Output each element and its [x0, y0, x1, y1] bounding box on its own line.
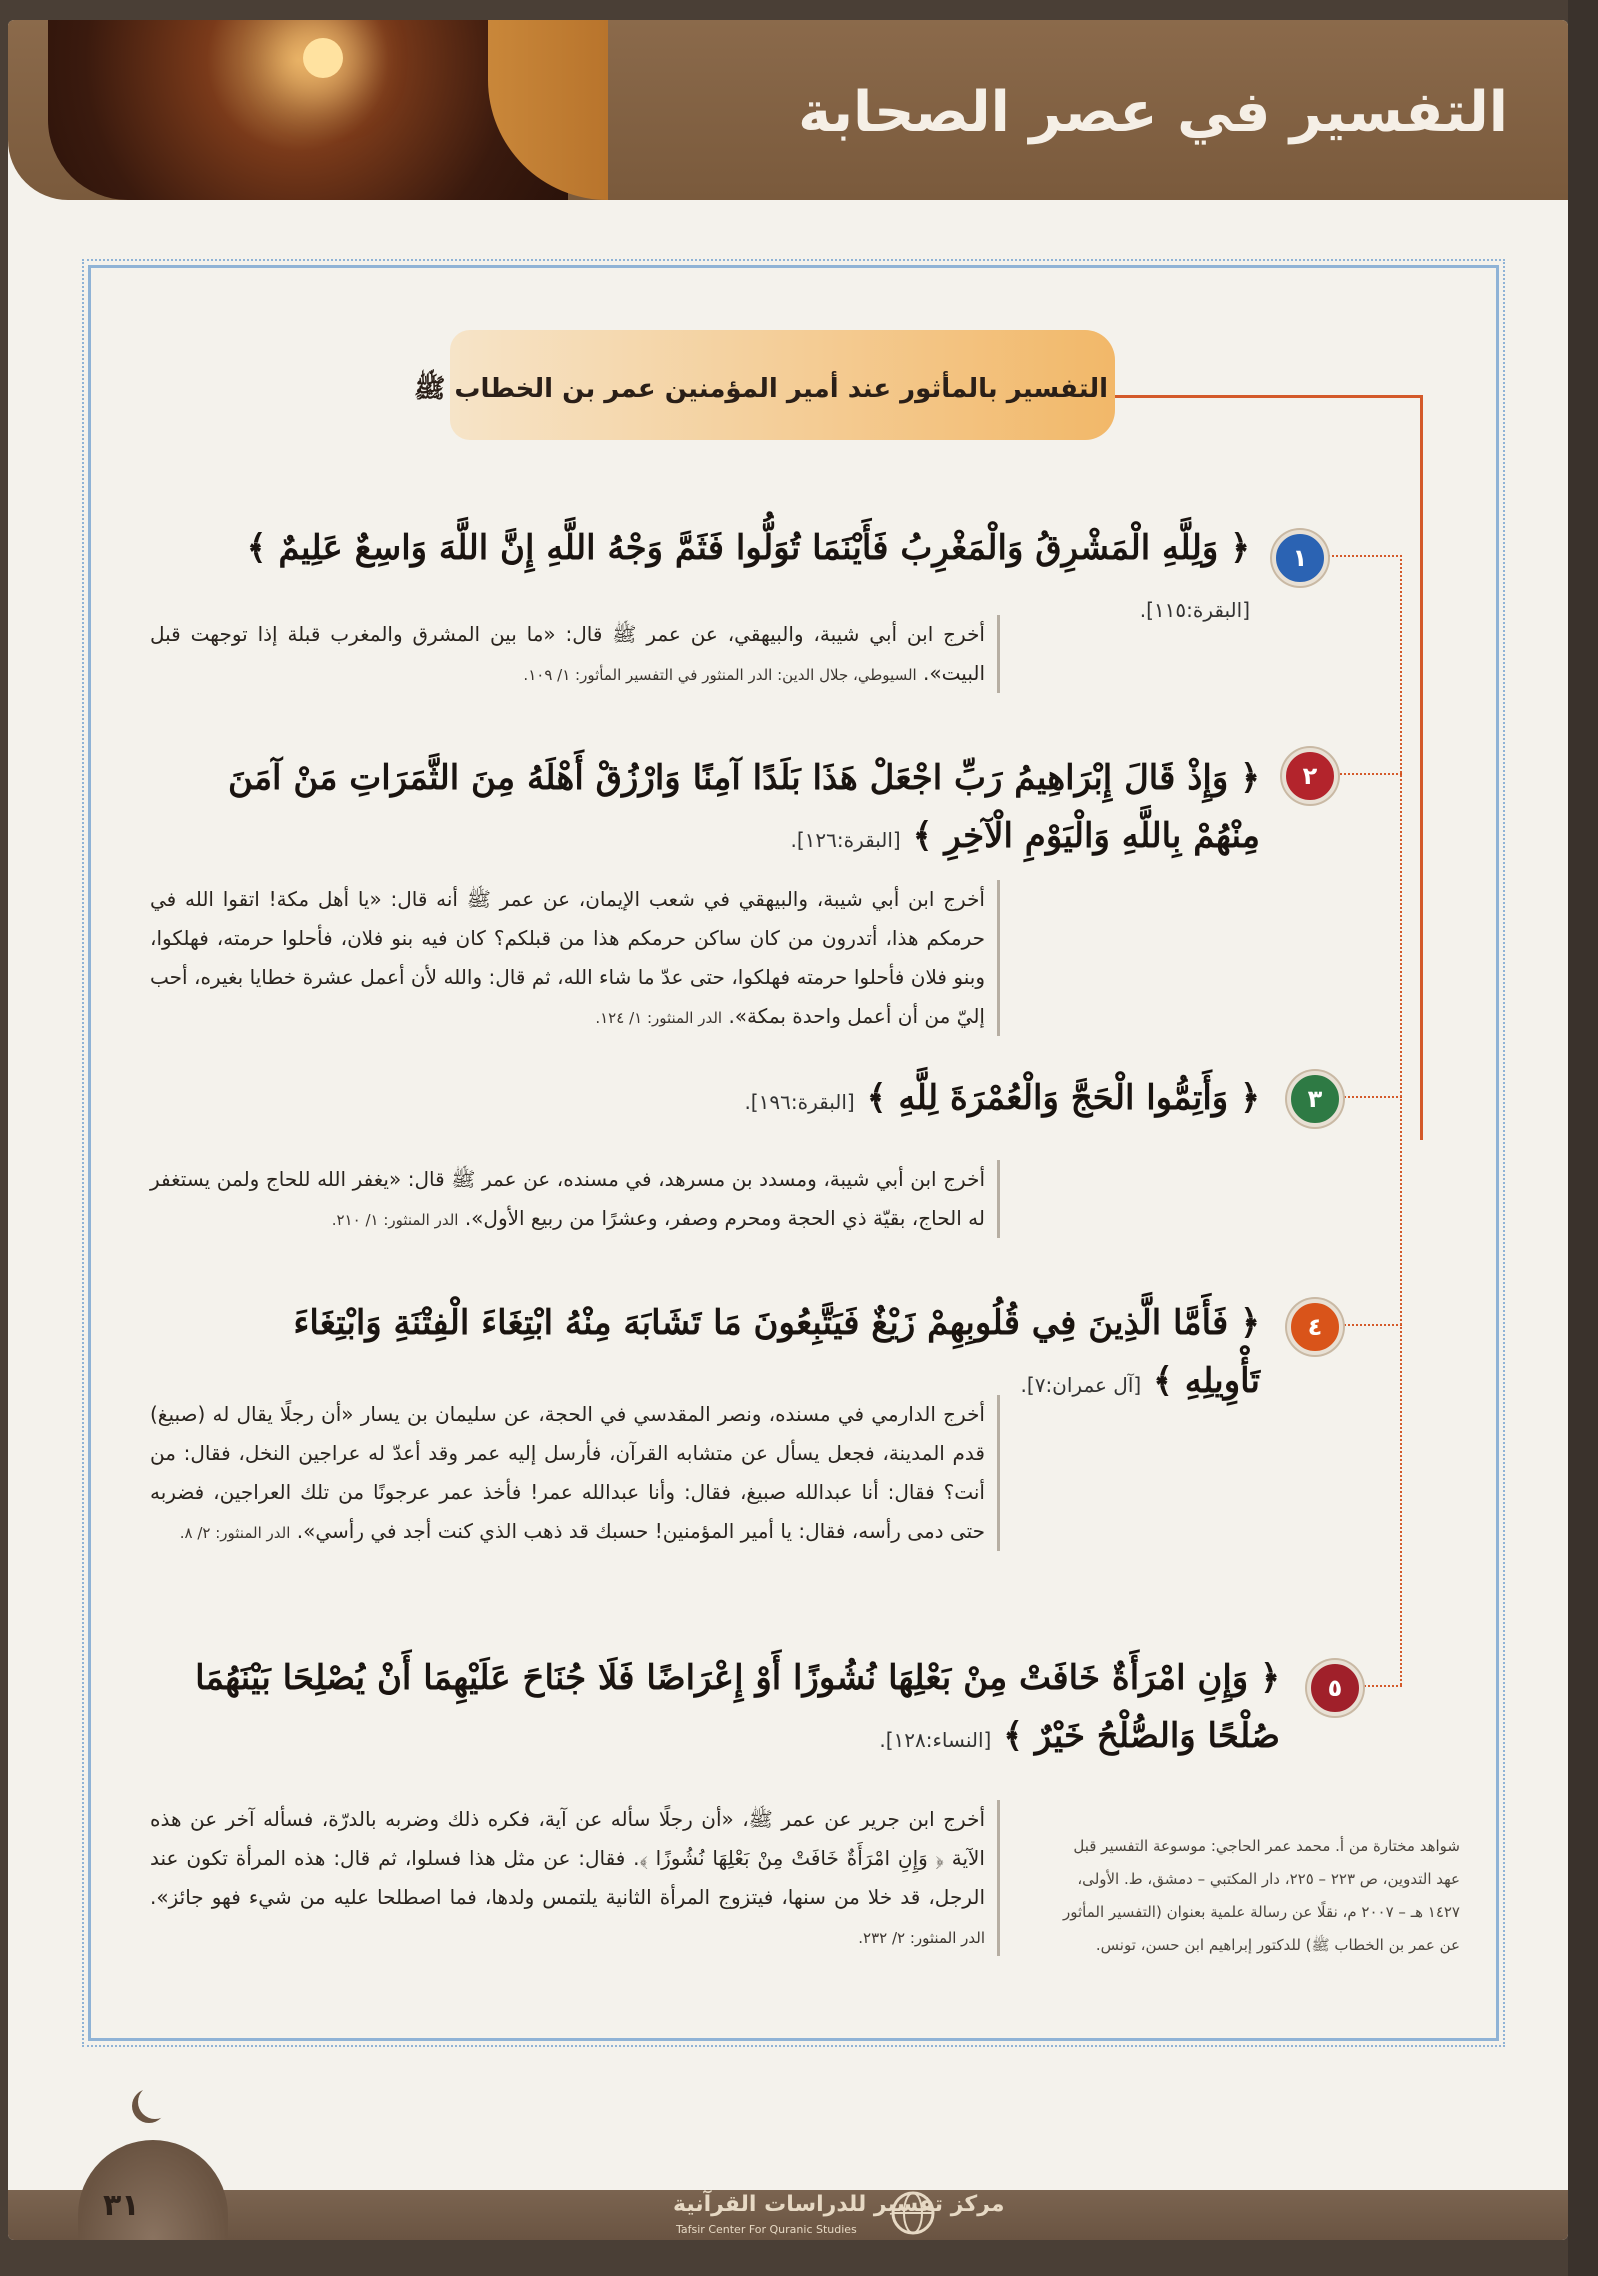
- item-number-2: ٢: [1282, 748, 1338, 804]
- verse-3: [600, 1070, 1260, 1128]
- lamp-icon: [303, 38, 343, 78]
- item-number-1: ١: [1272, 530, 1328, 586]
- citation-note: شواهد مختارة من أ. محمد عمر الحاجي: موسوعة التفسير قبل عهد التدوين، ص ٢٢٣ – ٢٢٥، دار المكتبي – دمشق، ط. الأولى، ١٤٢٧ هـ – ٢٠٠٧ م، نقلًا عن رسالة علمية بعنوان (التفسير المأثور عن عمر بن الخطاب ﷺ) للدكتور إبراهيم ابن حسن، تونس.: [1063, 1837, 1460, 1954]
- page-number: ٣١: [103, 2188, 140, 2223]
- commentary-text: أخرج ابن جرير عن عمر ﷺ، «أن رجلًا سأله عن آية، فكره ذلك وضربه بالدرّة، فسأله آخر عن هذه الآية ﴿ وَإِنِ امْرَأَةٌ خَافَتْ مِنْ بَعْلِهَا نُشُوزًا ﴾. فقال: عن مثل هذا فسلوا، ثم قال: هذه المرأة تكون عند الرجل، قد خلا من سنها، فيتزوج المرأة الثانية يلتمس ولدها، فما اصطلحا عليه من شيء فهو جائز».: [150, 1807, 985, 1909]
- verse-reference: [البقرة:١٢٦].: [790, 827, 901, 852]
- page-title: التفسير في عصر الصحابة: [798, 80, 1508, 145]
- verse-reference: [آل عمران:٧].: [1020, 1372, 1142, 1397]
- commentary-text: أخرج الدارمي في مسنده، ونصر المقدسي في الحجة، عن سليمان بن يسار «أن رجلًا يقال له (صبيغ) قدم المدينة، فجعل يسأل عن متشابه القرآن، فأرسل إليه عمر وقد أعدّ له عراجين النخل، فقال: من أنت؟ فقال: أنا عبدالله صبيغ، فقال: وأنا عبدالله عمر! فأخذ عمر عرجونًا من تلك العراجين، فضربه حتى دمى رأسه، فقال: يا أمير المؤمنين! حسبك قد ذهب الذي كنت أجد في رأسي».: [150, 1402, 985, 1543]
- item-number-3: ٣: [1287, 1071, 1343, 1127]
- connector-line: [1115, 395, 1423, 398]
- verse-text: ﴿ وَأَتِمُّوا الْحَجَّ وَالْعُمْرَةَ لِلَّهِ ﴾: [866, 1078, 1260, 1118]
- verse-5: [150, 1650, 1280, 1766]
- commentary-2: [150, 880, 1000, 1036]
- dotted-connector: [1400, 555, 1402, 1685]
- verse-text: ﴿ فَأَمَّا الَّذِينَ فِي قُلُوبِهِمْ زَيْغٌ فَيَتَّبِعُونَ مَا تَشَابَهَ مِنْهُ ابْتِغَاءَ الْفِتْنَةِ وَابْتِغَاءَ تَأْوِيلِهِ ﴾: [293, 1303, 1260, 1401]
- commentary-source: الدر المنثور: ٢/ ٢٣٢.: [858, 1929, 985, 1947]
- verse-reference: [البقرة:١٩٦].: [744, 1090, 855, 1114]
- verse-2: [220, 750, 1260, 866]
- verse-reference: [البقرة:١١٥].: [1139, 597, 1250, 622]
- commentary-1: [150, 615, 1000, 693]
- verse-text: ﴿ وَلِلَّهِ الْمَشْرِقُ وَالْمَغْرِبُ فَأَيْنَمَا تُوَلُّوا فَثَمَّ وَجْهُ اللَّهِ إِنَّ اللَّهَ وَاسِعٌ عَلِيمٌ ﴾: [246, 528, 1250, 568]
- dotted-connector: [1340, 1324, 1402, 1326]
- commentary-source: الدر المنثور: ١/ ٢١٠.: [331, 1211, 459, 1229]
- globe-logo-icon: [888, 2188, 938, 2238]
- dotted-connector: [1335, 773, 1402, 775]
- commentary-source: السيوطي، جلال الدين: الدر المنثور في التفسير المأثور: ١/ ١٠٩.: [523, 666, 917, 684]
- dotted-connector: [1360, 1685, 1402, 1687]
- center-logo-text: مركز تفسير للدراسات القرآنية: [673, 2192, 1005, 2217]
- verse-4: [220, 1295, 1260, 1411]
- commentary-5: [150, 1800, 1000, 1956]
- verse-text: ﴿ وَإِذْ قَالَ إِبْرَاهِيمُ رَبِّ اجْعَلْ هَذَا بَلَدًا آمِنًا وَارْزُقْ أَهْلَهُ مِنَ الثَّمَرَاتِ مَنْ آمَنَ مِنْهُمْ بِاللَّهِ وَالْيَوْمِ الْآخِرِ ﴾: [227, 758, 1260, 856]
- commentary-text: أخرج ابن أبي شيبة، ومسدد بن مسرهد، في مسنده، عن عمر ﷺ قال: «يغفر الله للحاج ولمن يستغفر له الحاج، بقيّة ذي الحجة ومحرم وصفر، وعشرًا من ربيع الأول».: [150, 1167, 985, 1230]
- item-number-5: ٥: [1307, 1660, 1363, 1716]
- center-logo-english: Tafsir Center For Quranic Studies: [676, 2223, 857, 2236]
- verse-text: ﴿ وَإِنِ امْرَأَةٌ خَافَتْ مِنْ بَعْلِهَا نُشُوزًا أَوْ إِعْرَاضًا فَلَا جُنَاحَ عَلَيْهِمَا أَنْ يُصْلِحَا بَيْنَهُمَا صُلْحًا وَالصُّلْحُ خَيْرٌ ﴾: [195, 1658, 1280, 1756]
- section-title: التفسير بالمأثور عند أمير المؤمنين عمر بن الخطاب ﷺ: [413, 374, 1108, 404]
- dotted-connector: [1340, 1096, 1402, 1098]
- commentary-3: [150, 1160, 1000, 1238]
- item-number-4: ٤: [1287, 1299, 1343, 1355]
- commentary-source: الدر المنثور: ١/ ١٢٤.: [595, 1009, 723, 1027]
- dome-icon: [78, 2140, 228, 2240]
- dotted-connector: [1325, 555, 1402, 557]
- commentary-source: الدر المنثور: ٢/ ٨.: [179, 1524, 291, 1542]
- page-edge: [1568, 0, 1598, 2276]
- connector-line: [1420, 395, 1423, 1140]
- crescent-icon: [138, 2085, 172, 2119]
- commentary-text: أخرج ابن أبي شيبة، والبيهقي، عن عمر ﷺ قال: «ما بين المشرق والمغرب قبلة إذا توجهت قبل البيت».: [150, 622, 985, 685]
- commentary-text: أخرج ابن أبي شيبة، والبيهقي في شعب الإيمان، عن عمر ﷺ أنه قال: «يا أهل مكة! اتقوا الله في حرمكم هذا، أتدرون من كان ساكن حرمكم هذا من قبلكم؟ كان فيه بنو فلان، فأحلوا حرمته، فهلكوا، وبنو فلان فأحلوا حرمته فهلكوا، حتى عدّ ما شاء الله، ثم قال: والله لأن أعمل عشرة خطايا بغيره، أحب إليّ من أن أعمل واحدة بمكة».: [150, 887, 985, 1028]
- commentary-4: [150, 1395, 1000, 1551]
- verse-reference: [النساء:١٢٨].: [879, 1727, 992, 1752]
